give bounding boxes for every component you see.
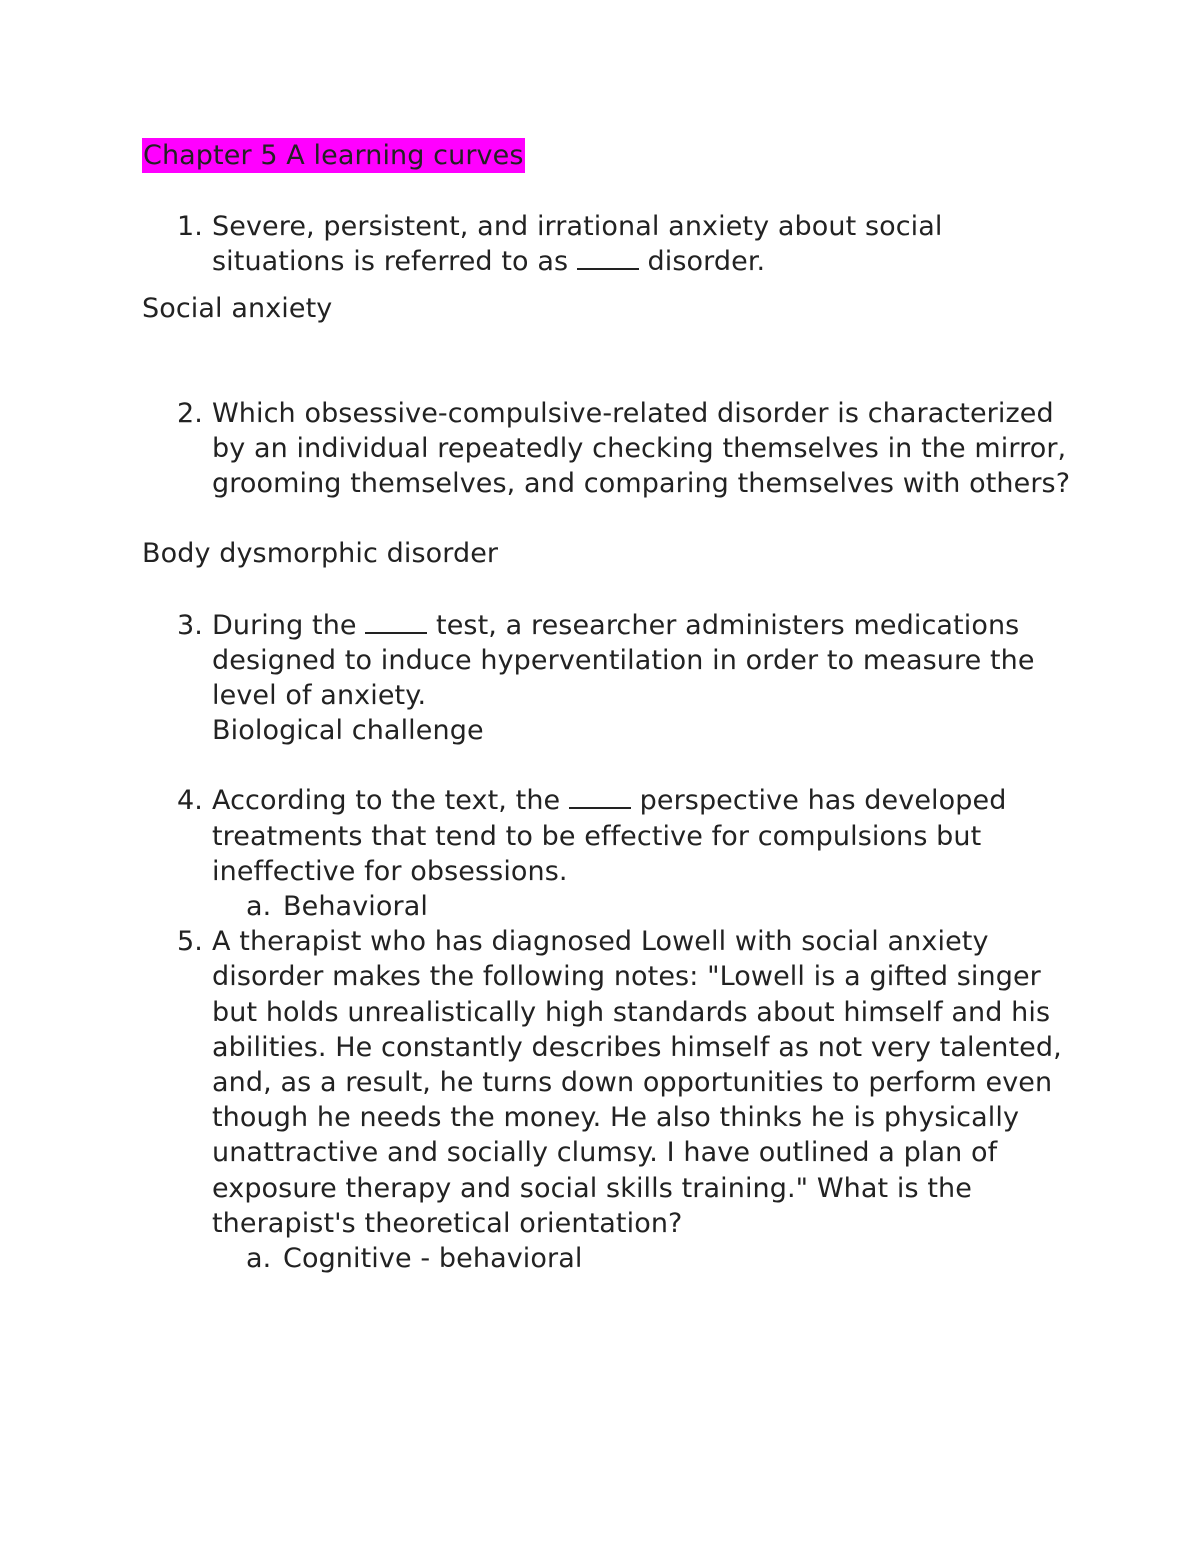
question-text-before: According to the text, the bbox=[212, 785, 561, 817]
question-text-before: During the bbox=[212, 609, 357, 641]
answer-letter: a. bbox=[246, 891, 272, 923]
fill-in-blank bbox=[577, 246, 639, 270]
document-title: Chapter 5 A learning curves bbox=[142, 138, 525, 173]
answer-1: Social anxiety bbox=[142, 292, 333, 324]
question-text-before: Severe, persistent, and irrational anxiety about social situations is referred to as bbox=[212, 211, 943, 278]
question-2 bbox=[142, 396, 1072, 502]
question-text: Which obsessive-compulsive-related disorder is characterized by an individual repeatedly checking themselves in the mirror, grooming themselves, and comparing themselves with others? bbox=[212, 397, 1071, 500]
fill-in-blank bbox=[365, 610, 427, 634]
answer-text: Behavioral bbox=[283, 891, 428, 923]
fill-in-blank bbox=[569, 785, 631, 809]
question-number: 1. bbox=[177, 211, 203, 243]
question-number: 4. bbox=[177, 785, 203, 817]
document-page bbox=[142, 138, 1072, 1276]
question-number: 5. bbox=[177, 926, 203, 958]
answer-text: Cognitive - behavioral bbox=[283, 1243, 583, 1275]
question-4 bbox=[142, 783, 1072, 889]
answer-2: Body dysmorphic disorder bbox=[142, 538, 499, 570]
question-text-after: test, a researcher administers medications designed to induce hyperventilation in order to measure the level of anxiety. bbox=[212, 609, 1035, 712]
question-3 bbox=[142, 608, 1072, 749]
question-text-after: perspective has developed treatments that tend to be effective for compulsions but ineffective for obsessions. bbox=[212, 785, 1007, 887]
question-text: A therapist who has diagnosed Lowell with social anxiety disorder makes the following notes: "Lowell is a gifted singer but holds unrealistically high standards about himself and his abilities. He constantly describes himself as not very talented, and, as a result, he turns down opportunities to perform even though he needs the money. He also thinks he is physically unattractive and socially clumsy. I have outlined a plan of exposure therapy and social skills training." What is the therapist's theoretical orientation? bbox=[212, 926, 1062, 1239]
question-text-after: disorder. bbox=[647, 246, 766, 278]
question-1 bbox=[142, 209, 1072, 279]
answer-letter: a. bbox=[246, 1243, 272, 1275]
answer-5 bbox=[142, 1241, 1072, 1276]
title-block bbox=[142, 138, 1072, 173]
question-number: 2. bbox=[177, 397, 203, 429]
question-number: 3. bbox=[177, 609, 203, 641]
answer-4 bbox=[142, 889, 1072, 924]
question-5 bbox=[142, 924, 1072, 1241]
answer-3: Biological challenge bbox=[212, 715, 484, 747]
